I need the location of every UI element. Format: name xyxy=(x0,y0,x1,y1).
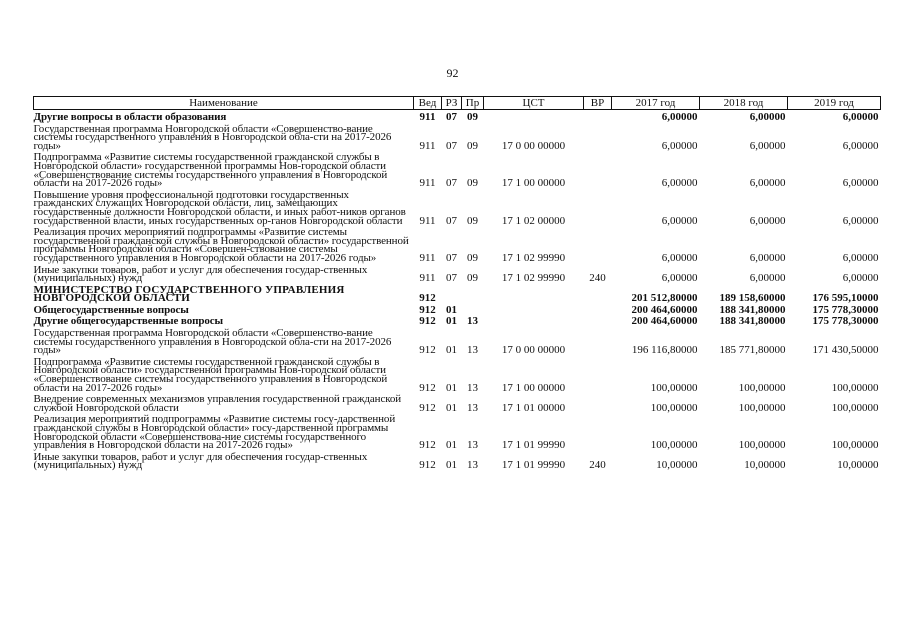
cell-rz: 07 xyxy=(446,177,457,190)
cell-rz: 01 xyxy=(446,459,457,472)
cell-pr: 13 xyxy=(467,459,478,472)
cell-2018: 188 341,80000 xyxy=(719,315,786,328)
cell-2017: 100,00000 xyxy=(650,401,698,414)
table-row xyxy=(34,225,881,262)
cell-cst: 17 1 02 99990 xyxy=(501,272,566,285)
table-row xyxy=(34,303,881,315)
cell-2019: 6,00000 xyxy=(842,177,879,190)
cell-ved: 911 xyxy=(419,177,436,190)
cell-2019: 6,00000 xyxy=(842,214,879,227)
cell-rz: 01 xyxy=(446,401,457,414)
cell-vr xyxy=(584,326,612,355)
cell-2018: 189 158,60000 xyxy=(719,292,786,305)
header-pr: Пр xyxy=(462,97,484,110)
cell-ved: 912 xyxy=(419,315,436,328)
table-row xyxy=(34,326,881,355)
header-2018: 2018 год xyxy=(700,97,788,110)
cell-cst: 17 1 02 00000 xyxy=(501,214,566,227)
cell-pr: 09 xyxy=(467,214,478,227)
header-ved: Вед xyxy=(414,97,442,110)
header-vr: ВР xyxy=(584,97,612,110)
header-cst: ЦСТ xyxy=(484,97,584,110)
cell-name: Иные закупки товаров, работ и услуг для обеспечения государ-ственных (муниципальных) нужд xyxy=(33,263,368,285)
cell-2019: 175 778,30000 xyxy=(812,315,879,328)
table-row xyxy=(34,450,881,470)
cell-2019: 6,00000 xyxy=(842,111,879,123)
cell-name: Другие общегосударственные вопросы xyxy=(33,315,224,328)
table-row xyxy=(34,412,881,449)
cell-name: Реализация мероприятий подпрограммы «Развитие системы госу-дарственной гражданской службы в Новгородской области» госу-дарственной программы Новгородской области «Совершенствова-ние системы государственного управления в Новгородской области на 2017-2026 годы» xyxy=(33,413,396,452)
cell-2019: 10,00000 xyxy=(837,459,879,472)
cell-pr: 09 xyxy=(467,111,478,123)
cell-cst: 17 1 00 00000 xyxy=(501,381,566,394)
cell-name: Государственная программа Новгородской области «Совершенство-вание системы государственного управления в Новгородской обла-сти на 2017-2026 годы» xyxy=(33,327,392,357)
cell-name: Иные закупки товаров, работ и услуг для обеспечения государ-ственных (муниципальных) нужд xyxy=(33,450,368,472)
cell-2019: 176 595,10000 xyxy=(812,292,879,305)
table-row xyxy=(34,110,881,122)
cell-rz: 07 xyxy=(446,139,457,152)
cell-rz: 01 xyxy=(446,381,457,394)
cell-name: МИНИСТЕРСТВО ГОСУДАРСТВЕННОГО УПРАВЛЕНИЯ НОВГОРОДСКОЙ ОБЛАСТИ xyxy=(33,283,345,305)
cell-cst: 17 1 02 99990 xyxy=(501,251,566,264)
cell-2017: 100,00000 xyxy=(650,381,698,394)
cell-pr xyxy=(462,303,484,315)
cell-cst: 17 0 00 00000 xyxy=(501,344,566,357)
cell-2017: 196 116,80000 xyxy=(631,344,698,357)
cell-name: Другие вопросы в области образования xyxy=(33,111,227,123)
cell-ved: 912 xyxy=(419,401,436,414)
cell-vr xyxy=(584,283,612,303)
cell-name: Подпрограмма «Развитие системы государственной гражданской службы в Новгородской области» государственной программы Нов-городской области «Совершенствование системы государственного управления в Новгородской области на 2017-2026 годы» xyxy=(33,151,388,190)
cell-2018: 6,00000 xyxy=(749,251,786,264)
header-2017: 2017 год xyxy=(612,97,700,110)
cell-2018: 6,00000 xyxy=(749,272,786,285)
cell-ved: 912 xyxy=(419,344,436,357)
cell-pr: 13 xyxy=(467,401,478,414)
cell-vr xyxy=(584,392,612,412)
cell-ved: 912 xyxy=(419,459,436,472)
cell-2018: 6,00000 xyxy=(749,111,786,123)
cell-pr: 09 xyxy=(467,139,478,152)
cell-name: Реализация прочих мероприятий подпрограммы «Развитие системы государственной гражданской службы в Новгородской области» государственной программы Новгородской области «Совершен-ствование системы государственного управления в Новгородской области на 2017-2026 годы» xyxy=(33,226,409,264)
cell-pr: 09 xyxy=(467,251,478,264)
cell-ved: 911 xyxy=(419,251,436,264)
cell-2018: 185 771,80000 xyxy=(719,344,786,357)
cell-2018: 10,00000 xyxy=(744,459,786,472)
budget-table xyxy=(33,96,881,470)
cell-pr: 13 xyxy=(467,439,478,452)
cell-ved: 912 xyxy=(419,439,436,452)
cell-2017: 200 464,60000 xyxy=(631,303,698,316)
cell-name: Государственная программа Новгородской области «Совершенство-вание системы государственного управления в Новгородской обла-сти на 2017-2026 годы» xyxy=(33,122,392,152)
cell-2019: 6,00000 xyxy=(842,272,879,285)
cell-2019: 175 778,30000 xyxy=(812,303,879,316)
cell-2017: 6,00000 xyxy=(661,139,698,152)
page-number: 92 xyxy=(446,66,459,80)
cell-vr xyxy=(584,412,612,449)
cell-vr xyxy=(584,188,612,225)
cell-ved: 911 xyxy=(419,111,436,123)
cell-2017: 10,00000 xyxy=(656,459,698,472)
cell-pr: 13 xyxy=(467,381,478,394)
cell-2017: 201 512,80000 xyxy=(631,292,698,305)
cell-2017: 6,00000 xyxy=(661,251,698,264)
cell-rz: 01 xyxy=(446,303,457,316)
cell-2018: 100,00000 xyxy=(738,381,786,394)
cell-pr: 09 xyxy=(467,272,478,285)
cell-cst xyxy=(484,303,584,315)
cell-vr xyxy=(584,314,612,326)
cell-name: Повышение уровня профессиональной подготовки государственных гражданских служащих Новгородской области, лиц, замещающих государственные должности Новгородской области, и иных работ-ников органов государственной власти, иных государственных ор-ганов Новгородской области xyxy=(33,188,406,227)
cell-vr xyxy=(584,110,612,122)
cell-rz: 07 xyxy=(446,251,457,264)
cell-2017: 6,00000 xyxy=(661,111,698,123)
cell-cst: 17 1 00 00000 xyxy=(501,177,566,190)
cell-2017: 200 464,60000 xyxy=(631,315,698,328)
cell-vr xyxy=(584,355,612,392)
cell-cst xyxy=(484,314,584,326)
cell-2019: 100,00000 xyxy=(831,401,879,414)
table-row xyxy=(34,283,881,303)
cell-cst xyxy=(484,283,584,303)
header-2019: 2019 год xyxy=(788,97,881,110)
table-row xyxy=(34,392,881,412)
cell-pr: 13 xyxy=(467,344,478,357)
cell-rz: 07 xyxy=(446,272,457,285)
table-row xyxy=(34,314,881,326)
cell-ved: 912 xyxy=(419,303,436,316)
cell-pr: 13 xyxy=(467,315,478,328)
cell-rz: 01 xyxy=(446,439,457,452)
cell-cst xyxy=(484,110,584,122)
cell-vr xyxy=(584,225,612,262)
cell-rz: 07 xyxy=(446,214,457,227)
cell-2018: 100,00000 xyxy=(738,439,786,452)
cell-ved: 911 xyxy=(419,139,436,152)
cell-vr: 240 xyxy=(589,459,606,472)
cell-cst: 17 1 01 99990 xyxy=(501,459,566,472)
cell-ved: 911 xyxy=(419,272,436,285)
cell-ved: 912 xyxy=(419,292,436,305)
cell-cst: 17 0 00 00000 xyxy=(501,139,566,152)
cell-2018: 188 341,80000 xyxy=(719,303,786,316)
cell-2019: 171 430,50000 xyxy=(812,344,879,357)
table-header-row xyxy=(34,97,881,110)
cell-vr xyxy=(584,150,612,187)
cell-2019: 100,00000 xyxy=(831,439,879,452)
cell-2017: 6,00000 xyxy=(661,214,698,227)
cell-2017: 6,00000 xyxy=(661,177,698,190)
cell-2018: 6,00000 xyxy=(749,214,786,227)
cell-rz xyxy=(442,283,462,303)
cell-vr xyxy=(584,303,612,315)
cell-2019: 100,00000 xyxy=(831,381,879,394)
cell-2018: 6,00000 xyxy=(749,177,786,190)
cell-cst: 17 1 01 00000 xyxy=(501,401,566,414)
header-name: Наименование xyxy=(34,97,414,110)
cell-2018: 6,00000 xyxy=(749,139,786,152)
cell-pr xyxy=(462,283,484,303)
cell-vr xyxy=(584,122,612,151)
cell-rz: 01 xyxy=(446,344,457,357)
cell-2017: 100,00000 xyxy=(650,439,698,452)
cell-2018: 100,00000 xyxy=(738,401,786,414)
cell-rz: 01 xyxy=(446,315,457,328)
cell-2017: 6,00000 xyxy=(661,272,698,285)
cell-vr: 240 xyxy=(589,272,606,285)
cell-name: Внедрение современных механизмов управления государственной гражданской службой Новгородской области xyxy=(33,393,402,414)
cell-2019: 6,00000 xyxy=(842,139,879,152)
cell-pr: 09 xyxy=(467,177,478,190)
table-row xyxy=(34,122,881,151)
cell-2019: 6,00000 xyxy=(842,251,879,264)
cell-rz: 07 xyxy=(446,111,457,123)
cell-ved: 912 xyxy=(419,381,436,394)
table-row xyxy=(34,150,881,187)
table-row xyxy=(34,263,881,283)
header-rz: РЗ xyxy=(442,97,462,110)
table-row xyxy=(34,355,881,392)
table-row xyxy=(34,188,881,225)
cell-name: Общегосударственные вопросы xyxy=(33,303,189,316)
cell-ved: 911 xyxy=(419,214,436,227)
cell-name: Подпрограмма «Развитие системы государственной гражданской службы в Новгородской области» государственной программы Нов-городской области «Совершенствование системы государственного управления в Новгородской области на 2017-2026 годы» xyxy=(33,355,388,394)
cell-cst: 17 1 01 99990 xyxy=(501,439,566,452)
